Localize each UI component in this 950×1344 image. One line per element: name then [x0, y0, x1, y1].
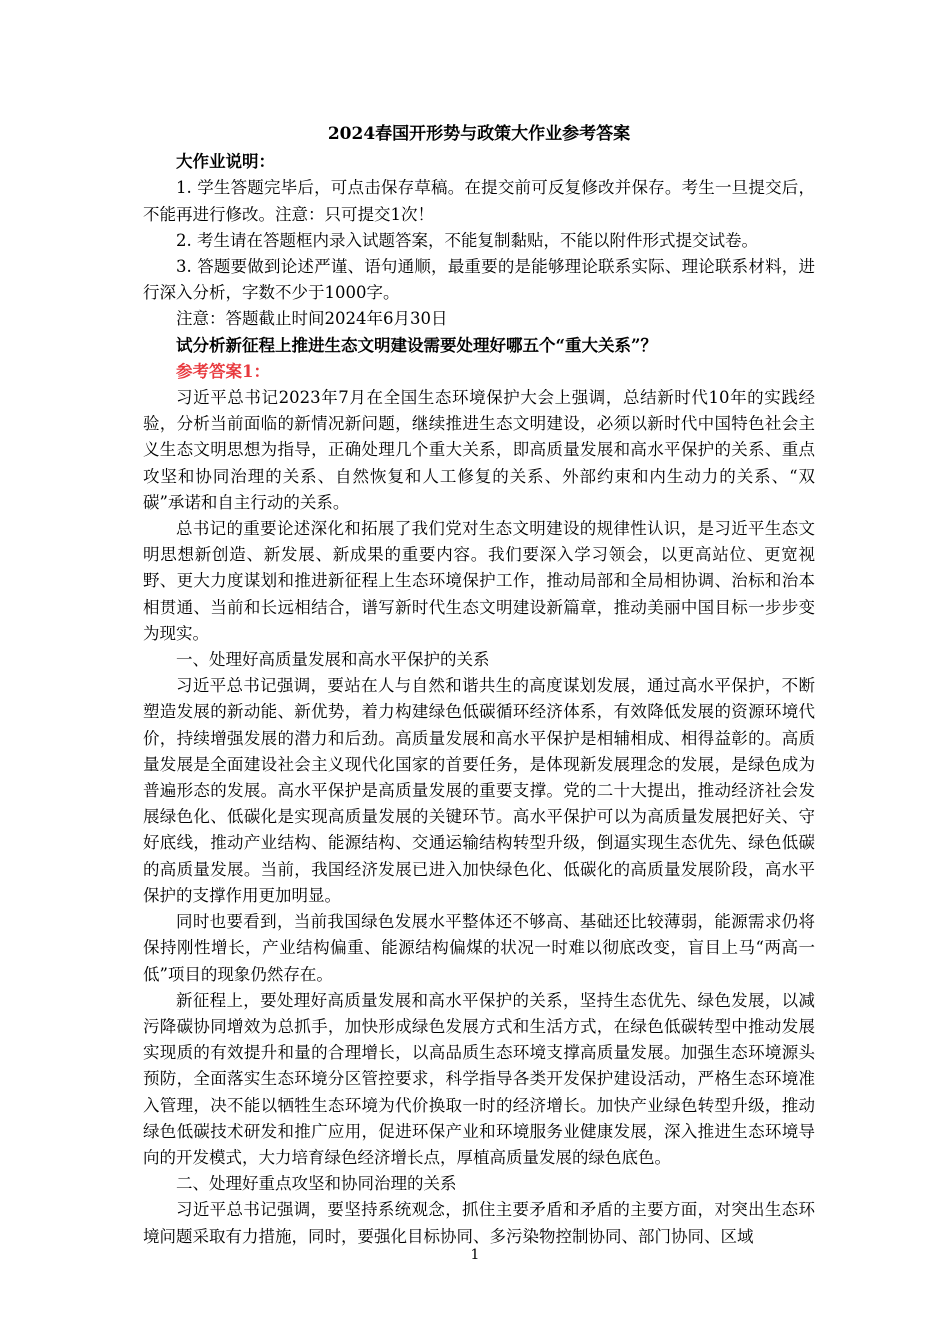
deadline-note: 注意：答题截止时间2024年6月30日	[176, 309, 448, 329]
instructions-heading: 大作业说明：	[176, 152, 275, 172]
question-heading: 试分析新征程上推进生态文明建设需要处理好哪五个“重大关系”？	[176, 335, 657, 355]
body-paragraph: 习近平总书记强调，要坚持系统观念，抓住主要矛盾和矛盾的主要方面，对突出生态环境问题采取有力措施，同时，要强化目标协同、多污染物控制协同、部门协同、区域	[143, 1200, 815, 1246]
instruction-item: 3. 答题要做到论述严谨、语句通顺，最重要的是能够理论联系实际、理论联系材料，进行深入分析，字数不少于1000字。	[143, 257, 815, 303]
instruction-item: 2. 考生请在答题框内录入试题答案，不能复制黏贴，不能以附件形式提交试卷。	[176, 230, 758, 250]
body-paragraph: 同时也要看到，当前我国绿色发展水平整体还不够高、基础还比较薄弱，能源需求仍将保持刚性增长，产业结构偏重、能源结构偏煤的状况一时难以彻底改变，盲目上马“两高一低”项目的现象仍然存在。	[143, 912, 815, 984]
answer-label: 参考答案1：	[176, 361, 270, 381]
page-number: 1	[470, 1247, 480, 1263]
body-paragraph: 习近平总书记2023年7月在全国生态环境保护大会上强调，总结新时代10年的实践经验，分析当前面临的新情况新问题，继续推进生态文明建设，必须以新时代中国特色社会主义生态文明思想为指导，正确处理几个重大关系，即高质量发展和高水平保护的关系、重点攻坚和协同治理的关系、自然恢复和人工修复的关系、外部约束和内生动力的关系、“双碳”承诺和自主行动的关系。	[143, 388, 815, 512]
section-heading: 一、处理好高质量发展和高水平保护的关系	[176, 650, 490, 670]
document-title: 2024春国开形势与政策大作业参考答案	[327, 124, 631, 144]
section-heading: 二、处理好重点攻坚和协同治理的关系	[176, 1174, 457, 1194]
body-paragraph: 总书记的重要论述深化和拓展了我们党对生态文明建设的规律性认识，是习近平生态文明思想新创造、新发展、新成果的重要内容。我们要深入学习领会，以更高站位、更宽视野、更大力度谋划和推进新征程上生态环境保护工作，推动局部和全局相协调、治标和治本相贯通、当前和长远相结合，谱写新时代生态文明建设新篇章，推动美丽中国目标一步步变为现实。	[143, 519, 815, 643]
body-paragraph: 习近平总书记强调，要站在人与自然和谐共生的高度谋划发展，通过高水平保护，不断塑造发展的新动能、新优势，着力构建绿色低碳循环经济体系，有效降低发展的资源环境代价，持续增强发展的潜力和后劲。高质量发展和高水平保护是相辅相成、相得益彰的。高质量发展是全面建设社会主义现代化国家的首要任务，是体现新发展理念的发展，是绿色成为普遍形态的发展。高水平保护是高质量发展的重要支撑。党的二十大提出，推动经济社会发展绿色化、低碳化是实现高质量发展的关键环节。高水平保护可以为高质量发展把好关、守好底线，推动产业结构、能源结构、交通运输结构转型升级，倒逼实现生态优先、绿色低碳的高质量发展。当前，我国经济发展已进入加快绿色化、低碳化的高质量发展阶段，高水平保护的支撑作用更加明显。	[143, 676, 815, 905]
body-paragraph: 新征程上，要处理好高质量发展和高水平保护的关系，坚持生态优先、绿色发展，以减污降碳协同增效为总抓手，加快形成绿色发展方式和生活方式，在绿色低碳转型中推动发展实现质的有效提升和量的合理增长，以高品质生态环境支撑高质量发展。加强生态环境源头预防，全面落实生态环境分区管控要求，科学指导各类开发保护建设活动，严格生态环境准入管理，决不能以牺牲生态环境为代价换取一时的经济增长。加快产业绿色转型升级，推动绿色低碳技术研发和推广应用，促进环保产业和环境服务业健康发展，深入推进生态环境导向的开发模式，大力培育绿色经济增长点，厚植高质量发展的绿色底色。	[143, 990, 815, 1167]
document-body	[143, 121, 815, 1250]
instruction-item: 1. 学生答题完毕后，可点击保存草稿。在提交前可反复修改并保存。考生一旦提交后，不能再进行修改。注意：只可提交1次！	[143, 178, 815, 224]
